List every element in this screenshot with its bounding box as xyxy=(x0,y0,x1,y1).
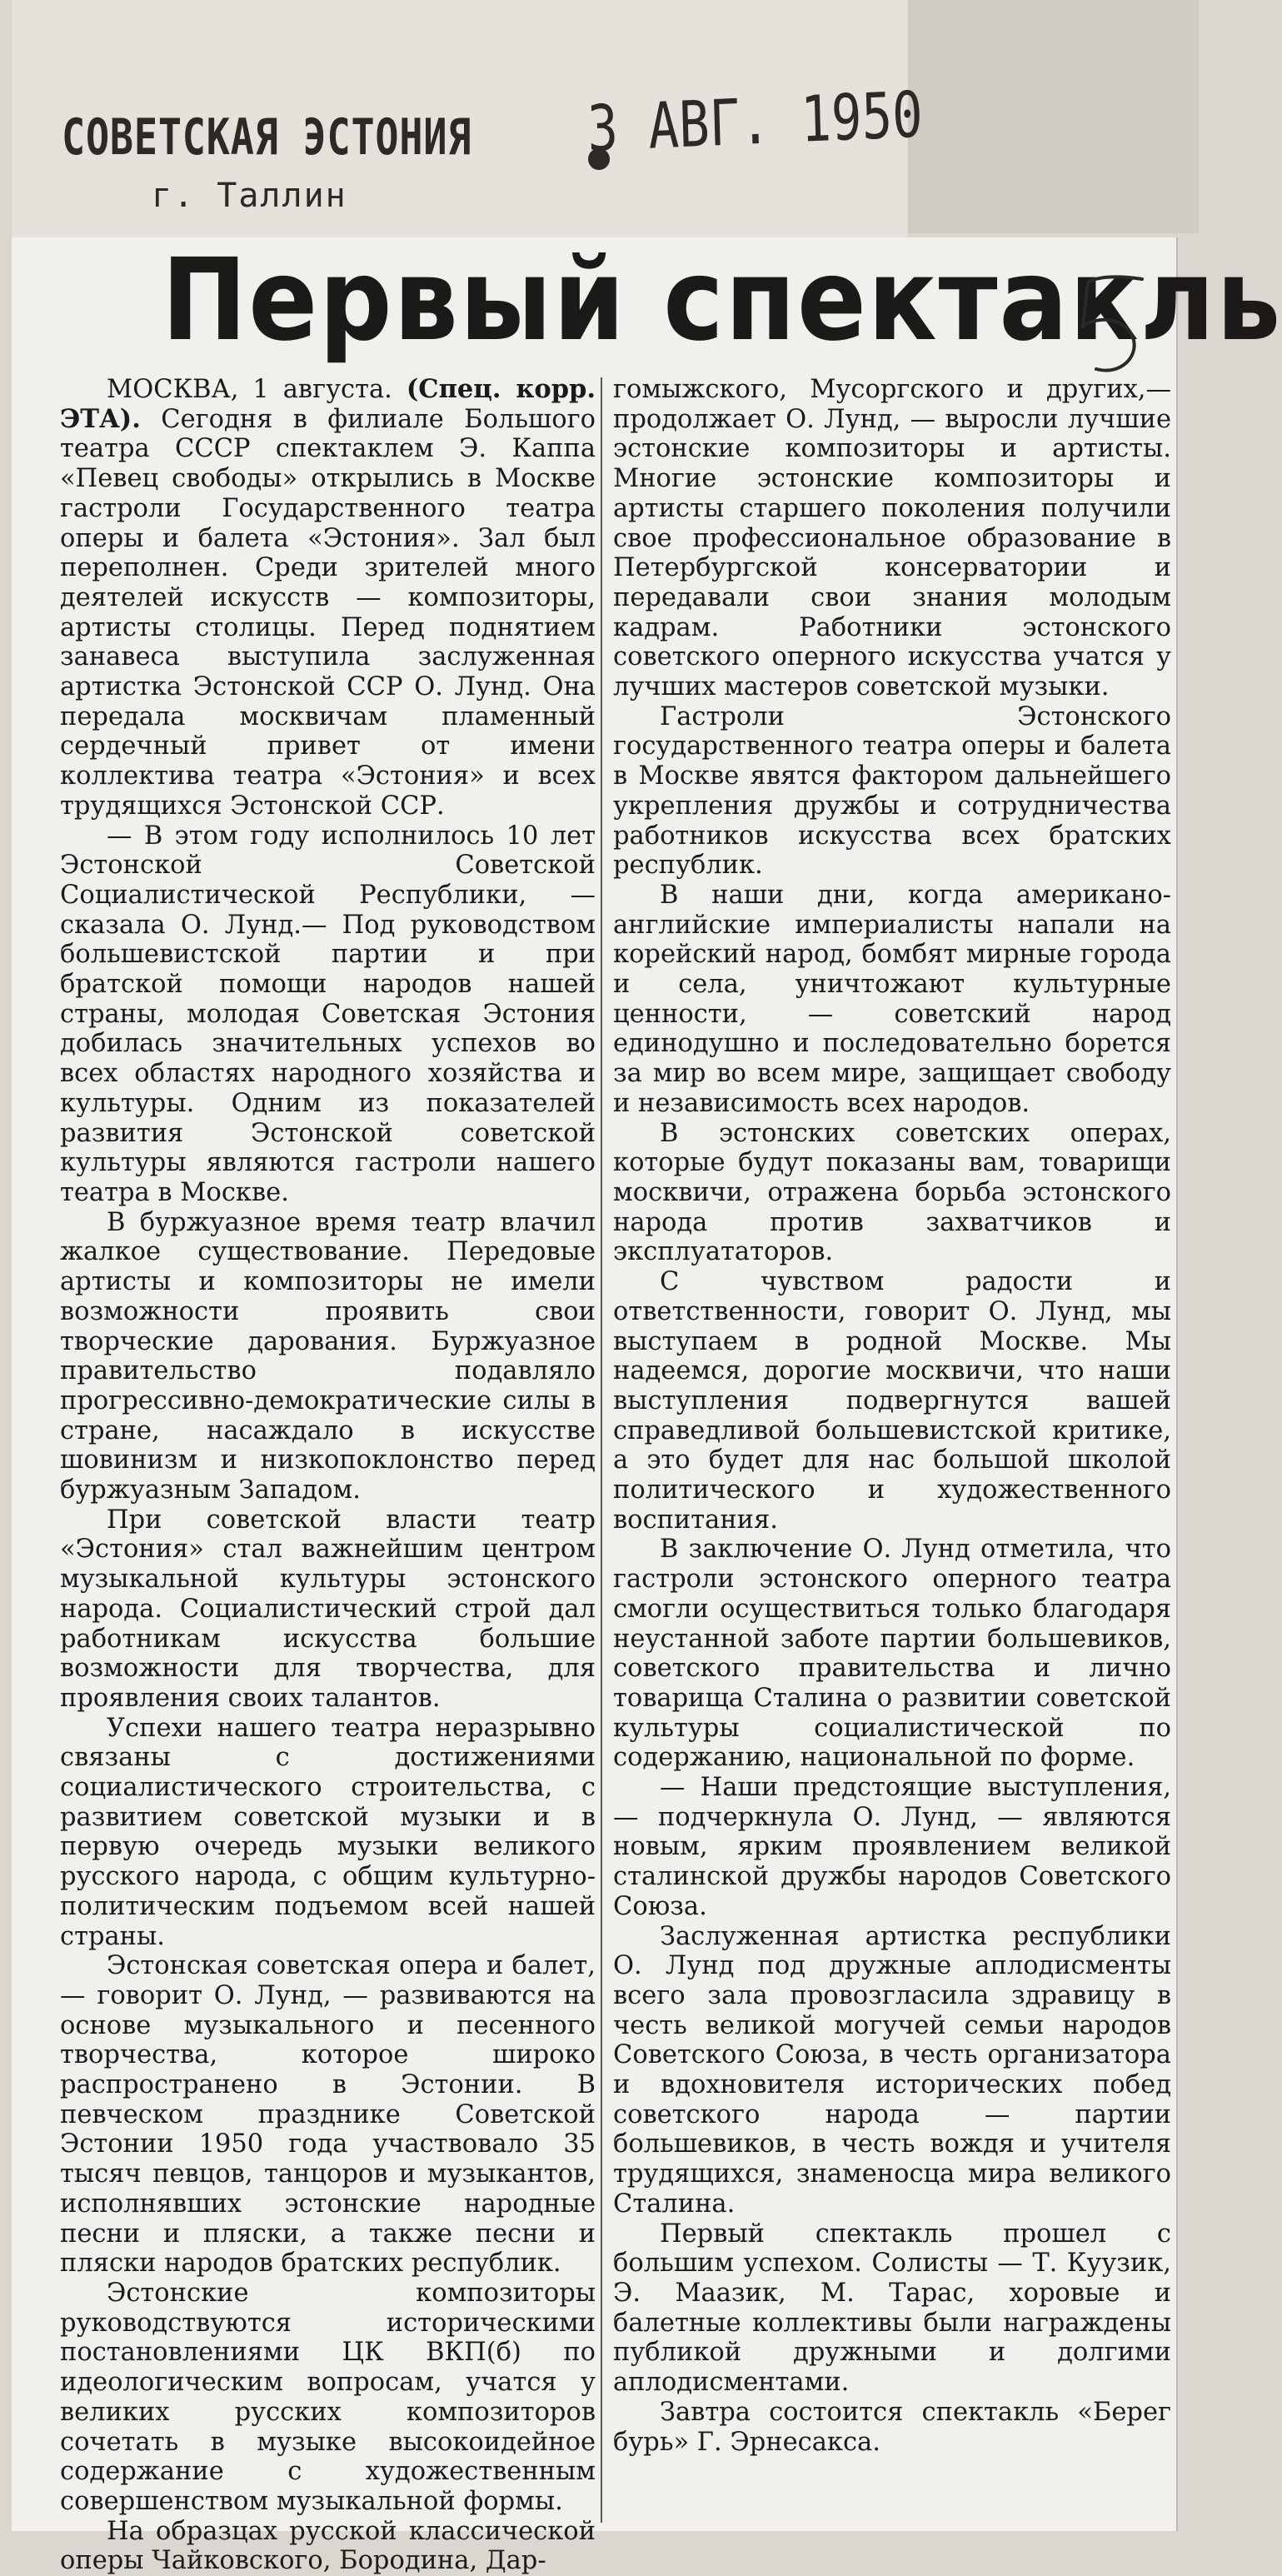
paragraph: Первый спектакль прошел с большим успехом. Солисты — Т. Куузик, Э. Маазик, М. Тарас, хоровые и балетные коллективы были награждены публикой дружными и долгими аплодисментами. xyxy=(613,2219,1171,2398)
column-divider xyxy=(601,377,602,2523)
paragraph: Гастроли Эстонского государственного театра оперы и балета в Москве явятся фактором дальнейшего укрепления дружбы и сотрудничества работников искусства всех братских республик. xyxy=(613,701,1171,881)
paragraph: С чувством радости и ответственности, говорит О. Лунд, мы выступаем в родной Москве. Мы надеемся, дорогие москвичи, что наши выступления подвергнутся вашей справедливой большевистской критике, а это будет для нас большой школой политического и художественного воспитания. xyxy=(613,1267,1171,1535)
newspaper-city: г. Таллин xyxy=(152,177,347,215)
issue-date: 3 АВГ. 1950 xyxy=(586,77,924,166)
newspaper-name: СОВЕТСКАЯ ЭСТОНИЯ xyxy=(62,108,472,167)
paragraph: Заслуженная артистка республики О. Лунд под дружные аплодисменты всего зала провозгласила здравицу в честь великой могучей семьи народов Советского Союза, в честь организатора и вдохновителя исторических побед советского народа — партии большевиков, в честь вождя и учителя трудящихся, знаменосца мира великого Сталина. xyxy=(613,1921,1171,2219)
paragraph: В наши дни, когда американо-английские империалисты напали на корейский народ, бомбят мирные города и села, уничтожают культурные ценности, — советский народ единодушно и последовательно борется за мир во всем мире, защищает свободу и независимость всех народов. xyxy=(613,880,1171,1118)
paragraph: На образцах русской классической оперы Чайковского, Бородина, Дар- xyxy=(60,2516,596,2576)
lead-text: Сегодня в филиале Большого театра СССР спектаклем Э. Каппа «Певец свободы» открылись в Москве гастроли Государственного театра оперы и балета «Эстония». Зал был переполнен. Среди зрителей много деятелей искусств — композиторы, артисты столицы. Перед поднятием занавеса выступила заслуженная артистка Эстонской ССР О. Лунд. Она передала москвичам пламенный сердечный привет от имени коллектива театра «Эстония» и всех трудящихся Эстонской ССР. xyxy=(60,404,596,821)
paragraph: Успехи нашего театра неразрывно связаны с достижениями социалистического строительства, с развитием советской музыки и в первую очередь музыки великого русского народа, с общим культурно-политическим подъемом всей нашей страны. xyxy=(60,1713,596,1951)
scan-background xyxy=(908,0,1199,233)
article-headline: Первый спектакль xyxy=(162,235,1282,367)
newspaper-stamp xyxy=(12,0,924,239)
paragraph: Эстонские композиторы руководствуются историческими постановлениями ЦК ВКП(б) по идеологическим вопросам, учатся у великих русских композиторов сочетать в музыке высокоидейное содержание с художественным совершенством музыкальной формы. xyxy=(60,2279,596,2516)
article-column-right xyxy=(613,375,1171,2529)
pencil-mark-icon xyxy=(1063,261,1163,386)
article-clipping xyxy=(12,235,1282,2576)
paragraph: В заключение О. Лунд отметила, что гастроли эстонского оперного театра смогли осуществиться только благодаря неустанной заботе партии большевиков, советского правительства и лично товарища Сталина о развитии советской культуры социалистической по содержанию, национальной по форме. xyxy=(613,1535,1171,1773)
paragraph: В буржуазное время театр влачил жалкое существование. Передовые артисты и композиторы не имели возможности проявить свои творческие дарования. Буржуазное правительство подавляло прогрессивно-демократические силы в стране, насаждало в искусстве шовинизм и низкопоклонство перед буржуазным Западом. xyxy=(60,1207,596,1505)
lead-paragraph xyxy=(60,375,596,821)
article-column-left xyxy=(60,374,596,2576)
paragraph: В эстонских советских операх, которые будут показаны вам, товарищи москвичи, отражена борьба эстонского народа против захватчиков и эксплуататоров. xyxy=(613,1118,1171,1267)
dateline: МОСКВА, 1 августа. xyxy=(107,375,392,404)
paragraph: При советской власти театр «Эстония» стал важнейшим центром музыкальной культуры эстонского народа. Социалистический строй дал работникам искусства большие возможности для творчества, для проявления своих талантов. xyxy=(60,1505,596,1713)
news-source: (Спец. корр. ЭТА). xyxy=(60,374,596,434)
paragraph: Эстонская советская опера и балет, — говорит О. Лунд, — развиваются на основе музыкального и песенного творчества, которое широко распространено в Эстонии. В певческом празднике Советской Эстонии 1950 года участвовало 35 тысяч певцов, танцоров и музыкантов, исполнявших эстонские народные песни и пляски, а также песни и пляски народов братских республик. xyxy=(60,1951,596,2279)
paragraph: — Наши предстоящие выступления, — подчеркнула О. Лунд, — являются новым, ярким проявлением великой сталинской дружбы народов Советского Союза. xyxy=(613,1773,1171,1921)
paragraph: Завтра состоится спектакль «Берег бурь» Г. Эрнесакса. xyxy=(613,2397,1171,2457)
paragraph: — В этом году исполнилось 10 лет Эстонской Советской Социалистической Республики, — сказала О. Лунд.— Под руководством большевистской партии и при братской помощи народов нашей страны, молодая Советская Эстония добилась значительных успехов во всех областях народного хозяйства и культуры. Одним из показателей развития Эстонской советской культуры являются гастроли нашего театра в Москве. xyxy=(60,821,596,1207)
paragraph-continued: гомыжского, Мусоргского и других,— продолжает О. Лунд, — выросли лучшие эстонские композиторы и артисты. Многие эстонские композиторы и артисты старшего поколения получили свое профессиональное образование в Петербургской консерватории и передавали свои знания молодым кадрам. Работники эстонского советского оперного искусства учатся у лучших мастеров советской музыки. xyxy=(613,375,1171,702)
